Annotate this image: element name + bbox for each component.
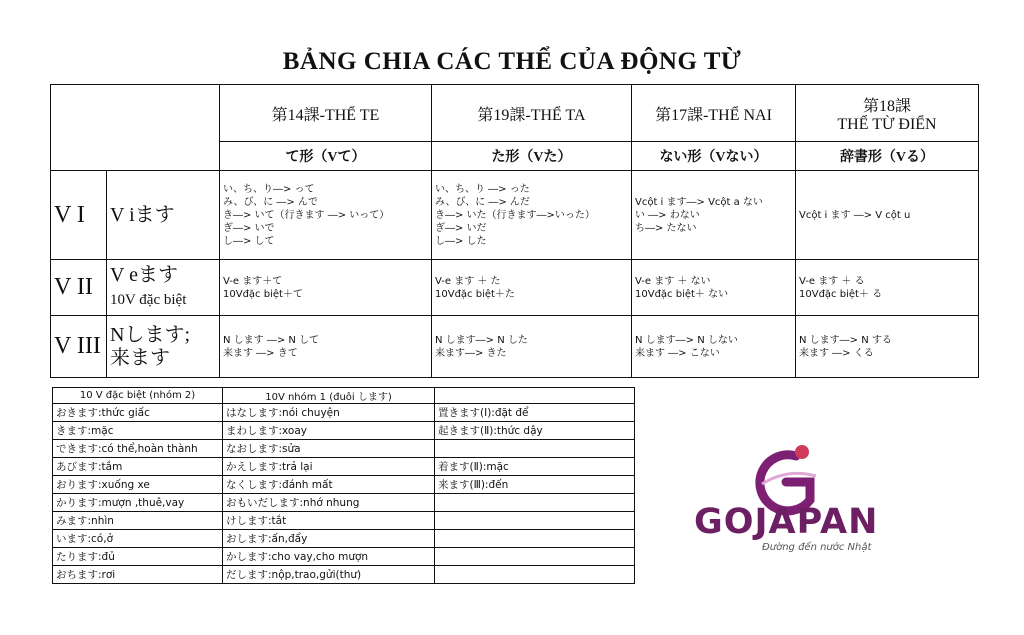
rule-line: V-e ます＋て [223, 275, 283, 287]
g2-jisho-rules [796, 260, 979, 316]
table-cell: かえします:trả lại [223, 458, 435, 476]
header-ta: 第19課-THỂ TA [432, 85, 632, 142]
table-cell: みます:nhìn [53, 512, 223, 530]
page-title: BẢNG CHIA CÁC THỂ CỦA ĐỘNG TỪ [282, 48, 742, 75]
corner-cell [51, 85, 220, 171]
verb-type-3 [107, 316, 220, 378]
rule-line: い、ち、り ―> った [435, 183, 530, 195]
table-cell: おります:xuống xe [53, 476, 223, 494]
nai-form: ない形（Vない） [632, 142, 796, 171]
rule-line: V-e ます ＋ た [435, 275, 501, 287]
group-label-3: V III [51, 316, 107, 378]
logo-wordmark: GOJAPAN [694, 502, 879, 542]
rule-line: 来ます ―> こない [635, 347, 720, 359]
table-row [53, 440, 635, 458]
group-label-1: V I [51, 171, 107, 260]
verb-type-3-main: Nします; [110, 323, 190, 346]
table-cell: なくします:đánh mất [223, 476, 435, 494]
table-cell: けします:tắt [223, 512, 435, 530]
sub-header-2: 10V nhóm 1 (đuôi します) [223, 388, 435, 404]
rule-line: い ―> わない [635, 209, 700, 221]
table-cell: まわします:xoay [223, 422, 435, 440]
te-form: て形（Vて） [220, 142, 432, 171]
g3-nai-rules [632, 316, 796, 378]
table-cell: かします:cho vay,cho mượn [223, 548, 435, 566]
rule-line: 10Vđặc biệt＋ る [799, 288, 883, 300]
rule-line: ぎ―> いだ [435, 222, 487, 234]
rule-line: Vcột i ます ―> V cột u [799, 209, 911, 221]
g2-te-rules [220, 260, 432, 316]
table-cell: あびます:tắm [53, 458, 223, 476]
header-te: 第14課-THỂ TE [220, 85, 432, 142]
table-row [53, 512, 635, 530]
table-cell [435, 440, 635, 458]
table-cell [435, 530, 635, 548]
g3-te-rules [220, 316, 432, 378]
rule-line: V-e ます ＋ る [799, 275, 865, 287]
table-row [53, 404, 635, 422]
table-row [53, 566, 635, 584]
logo-tagline: Đường đến nước Nhật [762, 542, 872, 553]
table-row [53, 422, 635, 440]
g2-ta-rules [432, 260, 632, 316]
header-jisho-title: THỂ TỪ ĐIỂN [837, 115, 937, 133]
sub-header-1: 10 V đặc biệt (nhóm 2) [53, 388, 223, 404]
sub-header-3 [435, 388, 635, 404]
rule-line: い、ち、り―> って [223, 183, 315, 195]
rule-line: 10Vđặc biệt＋ ない [635, 288, 729, 300]
rule-line: N します―> N する [799, 334, 892, 346]
table-cell [435, 512, 635, 530]
table-cell: おもいだします:nhớ nhung [223, 494, 435, 512]
rule-line: 来ます―> きた [435, 347, 507, 359]
table-cell [435, 566, 635, 584]
ta-form: た形（Vた） [432, 142, 632, 171]
special-verbs-table [52, 387, 635, 584]
table-cell: 起きます(Ⅱ):thức dậy [435, 422, 635, 440]
verb-type-2 [107, 260, 220, 316]
rule-line: Vcột i ます―> Vcột a ない [635, 196, 763, 208]
header-nai: 第17課-THỂ NAI [632, 85, 796, 142]
table-cell: 置きます(Ⅰ):đặt để [435, 404, 635, 422]
table-row [53, 476, 635, 494]
table-cell: います:có,ở [53, 530, 223, 548]
table-row [53, 458, 635, 476]
verb-type-3-sub: 来ます [110, 346, 170, 369]
verb-type-1: V iます [107, 171, 220, 260]
table-cell: 着ます(Ⅱ):mặc [435, 458, 635, 476]
rule-line: み、び、に ―> んで [223, 196, 318, 208]
jisho-form: 辞書形（Vる） [796, 142, 979, 171]
table-cell [435, 494, 635, 512]
g1-ta-rules [432, 171, 632, 260]
table-cell: きます:mặc [53, 422, 223, 440]
group-label-2: V II [51, 260, 107, 316]
g1-te-rules [220, 171, 432, 260]
rule-line: 来ます ―> くる [799, 347, 874, 359]
rule-line: N します―> N しない [635, 334, 738, 346]
rule-line: し―> した [435, 235, 487, 247]
table-cell: できます:có thể,hoàn thành [53, 440, 223, 458]
g1-nai-rules [632, 171, 796, 260]
rule-line: N します ―> N して [223, 334, 320, 346]
header-jisho-lesson: 第18課 [862, 97, 911, 115]
table-row [53, 494, 635, 512]
header-jisho [796, 85, 979, 142]
rule-line: み、び、に ―> んだ [435, 196, 530, 208]
rule-line: 10Vđặc biệt＋た [435, 288, 515, 300]
table-cell: おします:ấn,đẩy [223, 530, 435, 548]
verb-type-2-main: V eます [110, 263, 178, 286]
table-cell: かります:mượn ,thuê,vay [53, 494, 223, 512]
table-row [53, 548, 635, 566]
rule-line: し―> して [223, 235, 275, 247]
rule-line: V-e ます ＋ ない [635, 275, 711, 287]
g2-nai-rules [632, 260, 796, 316]
rule-line: 10Vđặc biệt＋て [223, 288, 303, 300]
table-row [53, 530, 635, 548]
table-cell: だします:nộp,trao,gửi(thư) [223, 566, 435, 584]
g3-jisho-rules [796, 316, 979, 378]
rule-line: ち―> たない [635, 222, 697, 234]
table-cell: おちます:rơi [53, 566, 223, 584]
table-cell: なおします:sửa [223, 440, 435, 458]
table-cell: 来ます(Ⅲ):đến [435, 476, 635, 494]
g1-jisho-rules [796, 171, 979, 260]
table-cell: おきます:thức giấc [53, 404, 223, 422]
rule-line: N します―> N した [435, 334, 528, 346]
rule-line: ぎ―> いで [223, 222, 275, 234]
verb-type-2-sub: 10V đặc biệt [110, 291, 187, 308]
rule-line: 来ます ―> きて [223, 347, 298, 359]
rule-line: き―> いた（行きます―>いった） [435, 209, 595, 221]
table-cell: はなします:nói chuyện [223, 404, 435, 422]
rule-line: き―> いて（行きます ―> いって） [223, 209, 390, 221]
g3-ta-rules [432, 316, 632, 378]
table-cell: たります:đủ [53, 548, 223, 566]
table-cell [435, 548, 635, 566]
conjugation-table [50, 84, 979, 378]
